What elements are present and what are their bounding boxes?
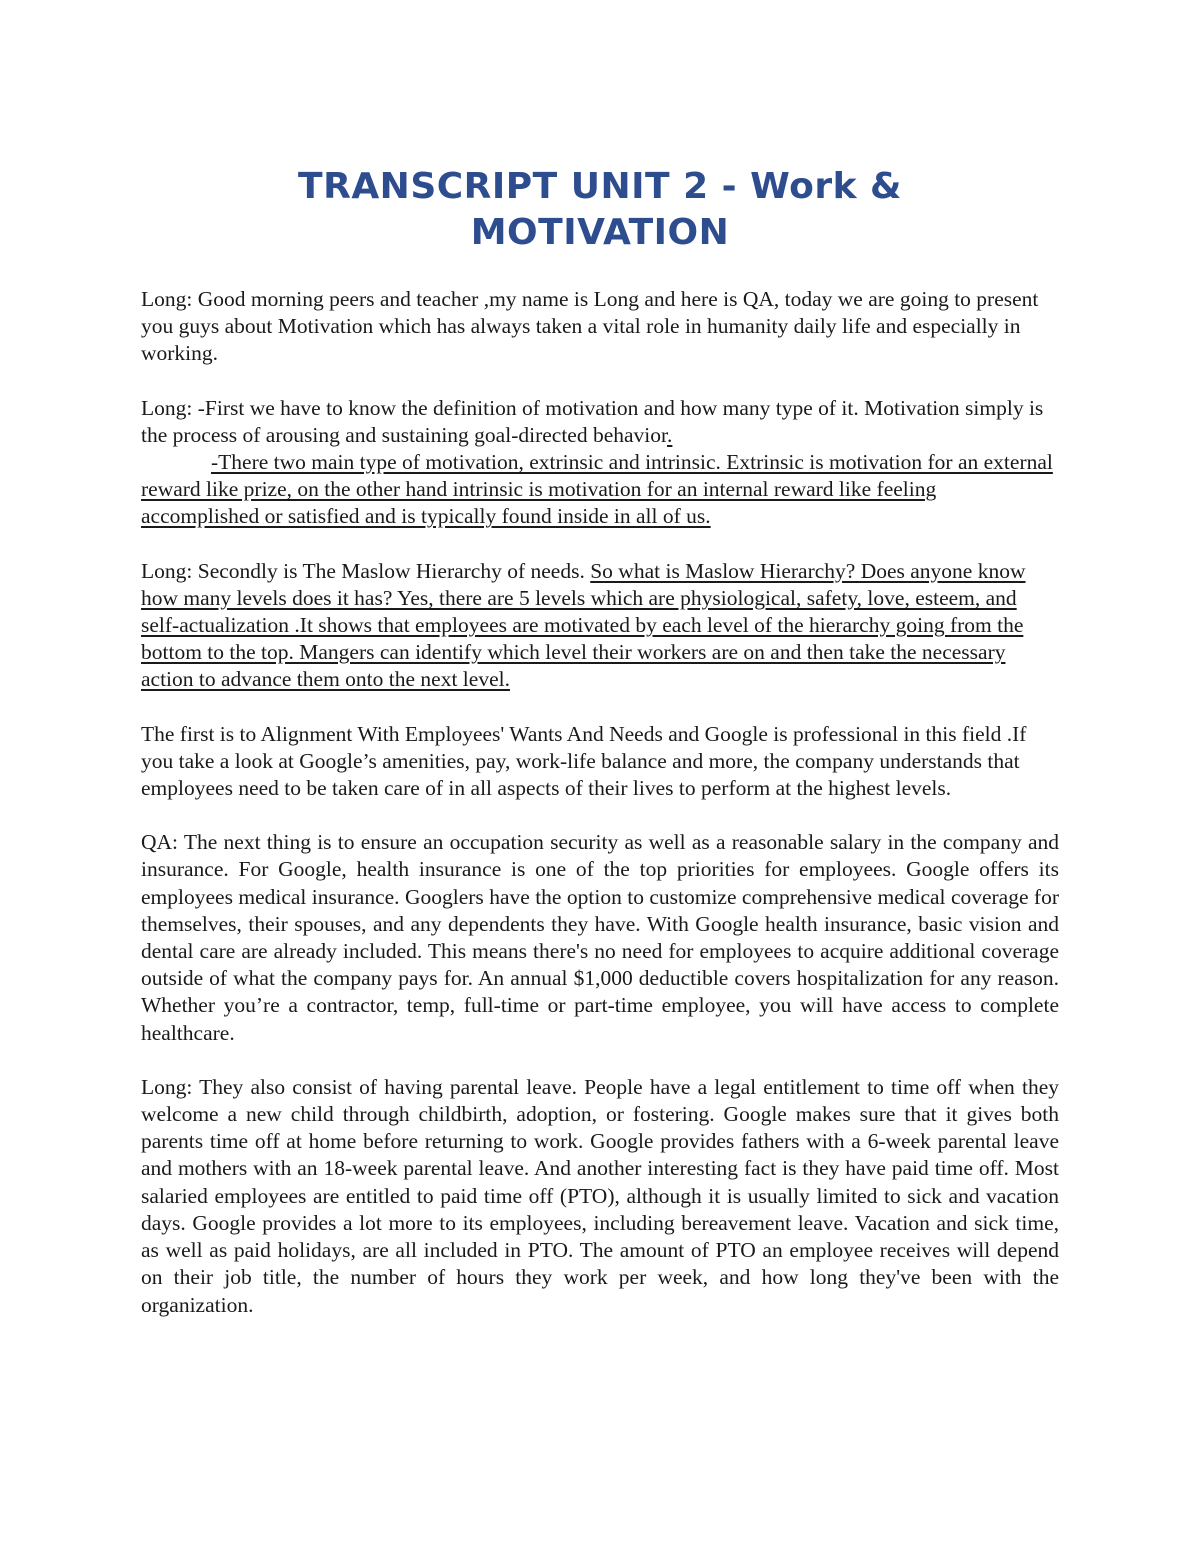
paragraph-definition	[141, 395, 1059, 531]
paragraph-maslow-underlined: So what is Maslow Hierarchy? Does anyone know how many levels does it has? Yes, there are 5 levels which are physiological, safety, love, esteem, and self-actualization .It shows that employees are motivated by each level of the hierarchy going from the bottom to the top. Mangers can identify which level their workers are on and then take the necessary action to advance them onto the next level.	[141, 558, 1026, 692]
document-title	[141, 164, 1059, 256]
paragraph-alignment-start: The first is to	[141, 721, 261, 746]
paragraph-insurance-text: QA: The next thing is to ensure an occupation security as well as a reasonable salary in the company and insurance. For Google, health insurance is one of the top priorities for employees. Google offers its employees medical insurance. Googlers have the option to customize comprehensive medical coverage for themselves, their spouses, and any dependents they have. With Google health insurance, basic vision and dental care are already included. This means there's no need for employees to acquire additional coverage outside of what the company pays for. An annual $1,000 deductible covers hospitalization for any reason. Whether you’re a contractor, temp, full-time or part-time employee, you will have access to complete healthcare.	[141, 830, 1059, 1045]
paragraph-alignment	[141, 721, 1059, 803]
paragraph-definition-end: .	[667, 422, 673, 447]
title-line-1: TRANSCRIPT UNIT 2 - Work &	[298, 166, 902, 207]
title-line-2: MOTIVATION	[470, 212, 730, 253]
paragraph-types	[141, 450, 1053, 528]
paragraph-definition-text: Long: -First we have to know the definition of motivation and how many type of it. Motivation simply is the process of arousing and sustaining goal-directed behavior	[141, 395, 1044, 447]
paragraph-parental-leave	[141, 1074, 1059, 1319]
paragraph-maslow	[141, 558, 1059, 694]
paragraph-alignment-rest: and Google is professional in this field .If you take a look at Google’s amenities, pay, work-life balance and more, the company understands that employees need to be taken care of in all aspects of their lives to perform at the highest levels.	[141, 721, 1027, 801]
paragraph-alignment-heading: Alignment With Employees' Wants And Needs	[260, 721, 663, 746]
paragraph-intro	[141, 286, 1059, 368]
paragraph-types-text: -There two main type of motivation, extrinsic and intrinsic. Extrinsic is motivation for an external reward like prize, on the other hand intrinsic is motivation for an internal reward like feeling accomplished or satisfied and is typically found inside in all of us.	[141, 450, 1053, 529]
paragraph-maslow-text: Long: Secondly is The Maslow Hierarchy of needs.	[141, 558, 591, 583]
paragraph-insurance	[141, 829, 1059, 1047]
document-body	[141, 164, 1059, 1346]
paragraph-parental-leave-text: Long: They also consist of having parental leave. People have a legal entitlement to time off when they welcome a new child through childbirth, adoption, or fostering. Google makes sure that it gives both parents time off at home before returning to work. Google provides fathers with a 6-week parental leave and mothers with an 18-week parental leave. And another interesting fact is they have paid time off. Most salaried employees are entitled to paid time off (PTO), although it is usually limited to sick and vacation days. Google provides a lot more to its employees, including bereavement leave. Vacation and sick time, as well as paid holidays, are all included in PTO. The amount of PTO an employee receives will depend on their job title, the number of hours they work per week, and how long they've been with the organization.	[141, 1074, 1059, 1317]
paragraph-intro-text: Long: Good morning peers and teacher ,my name is Long and here is QA, today we are going to present you guys about Motivation which has always taken a vital role in humanity daily life and especially in working.	[141, 287, 1039, 366]
